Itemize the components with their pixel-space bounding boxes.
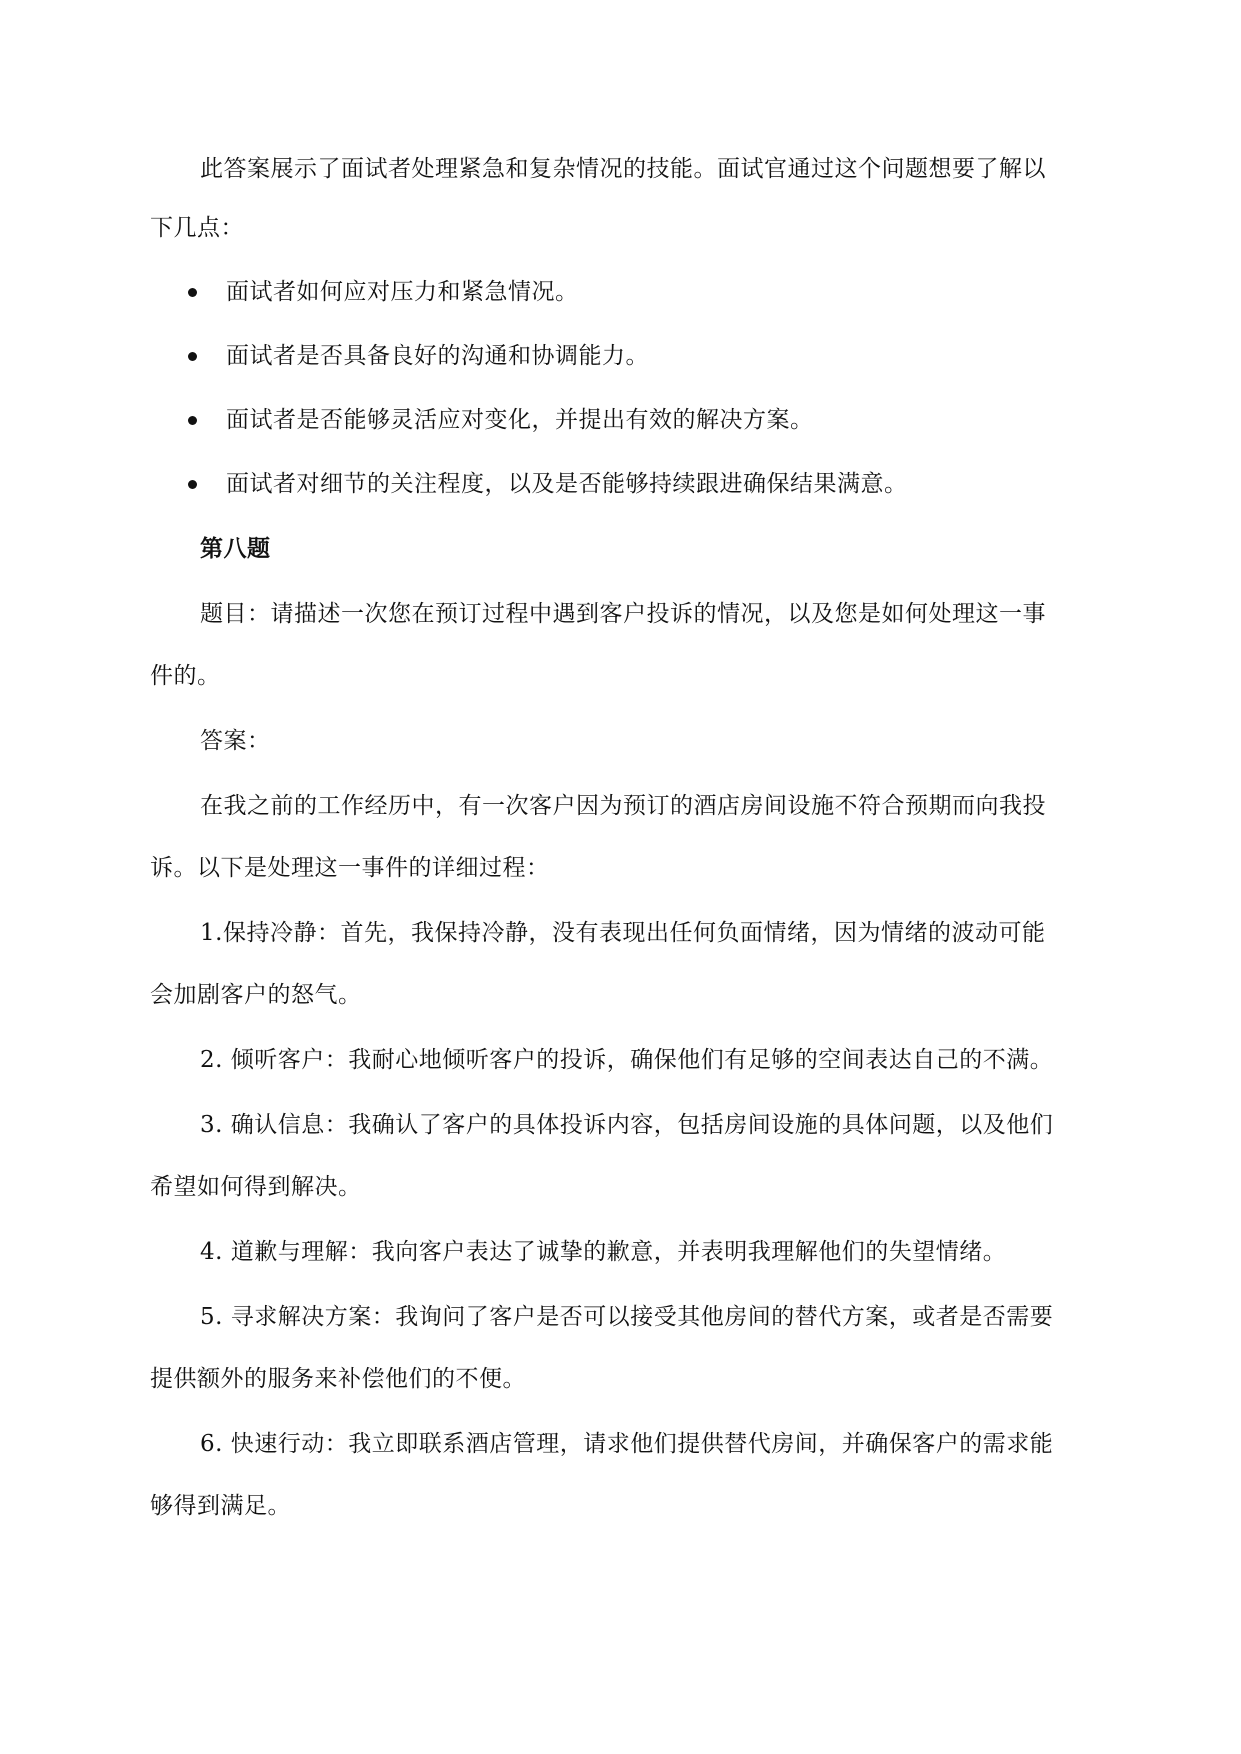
step-3-line-2: 希望如何得到解决。 bbox=[150, 1174, 362, 1200]
answer-label: 答案： bbox=[200, 728, 271, 754]
step-2-line-1: 2. 倾听客户：我耐心地倾听客户的投诉，确保他们有足够的空间表达自己的不满。 bbox=[200, 1047, 1054, 1073]
step-3-line-1: 3. 确认信息：我确认了客户的具体投诉内容，包括房间设施的具体问题，以及他们 bbox=[200, 1112, 1054, 1138]
bullet-icon bbox=[188, 352, 197, 361]
step-1-line-2: 会加剧客户的怒气。 bbox=[150, 982, 362, 1008]
bullet-text: 面试者是否能够灵活应对变化，并提出有效的解决方案。 bbox=[226, 407, 814, 433]
document-page bbox=[150, 0, 1090, 1754]
step-5-line-2: 提供额外的服务来补偿他们的不便。 bbox=[150, 1366, 526, 1392]
question-line-2: 件的。 bbox=[150, 663, 221, 689]
bullet-text: 面试者对细节的关注程度，以及是否能够持续跟进确保结果满意。 bbox=[226, 471, 908, 497]
bullet-icon bbox=[188, 288, 197, 297]
question-line-1: 题目：请描述一次您在预订过程中遇到客户投诉的情况，以及您是如何处理这一事 bbox=[200, 601, 1046, 627]
section-heading: 第八题 bbox=[200, 535, 271, 562]
bullet-text: 面试者如何应对压力和紧急情况。 bbox=[226, 279, 579, 305]
answer-intro-line-1: 在我之前的工作经历中，有一次客户因为预订的酒店房间设施不符合预期而向我投 bbox=[200, 793, 1046, 819]
bullet-text: 面试者是否具备良好的沟通和协调能力。 bbox=[226, 343, 649, 369]
bullet-icon bbox=[188, 480, 197, 489]
answer-intro-line-2: 诉。以下是处理这一事件的详细过程： bbox=[150, 855, 550, 881]
step-5-line-1: 5. 寻求解决方案：我询问了客户是否可以接受其他房间的替代方案，或者是否需要 bbox=[200, 1304, 1054, 1330]
step-6-line-2: 够得到满足。 bbox=[150, 1493, 291, 1519]
bullet-icon bbox=[188, 416, 197, 425]
intro-paragraph-line-1: 此答案展示了面试者处理紧急和复杂情况的技能。面试官通过这个问题想要了解以 bbox=[200, 156, 1046, 182]
step-4-line-1: 4. 道歉与理解：我向客户表达了诚挚的歉意，并表明我理解他们的失望情绪。 bbox=[200, 1239, 1007, 1265]
step-6-line-1: 6. 快速行动：我立即联系酒店管理，请求他们提供替代房间，并确保客户的需求能 bbox=[200, 1431, 1054, 1457]
step-1-line-1: 1.保持冷静：首先，我保持冷静，没有表现出任何负面情绪，因为情绪的波动可能 bbox=[200, 920, 1046, 946]
intro-paragraph-line-2: 下几点： bbox=[150, 215, 244, 241]
